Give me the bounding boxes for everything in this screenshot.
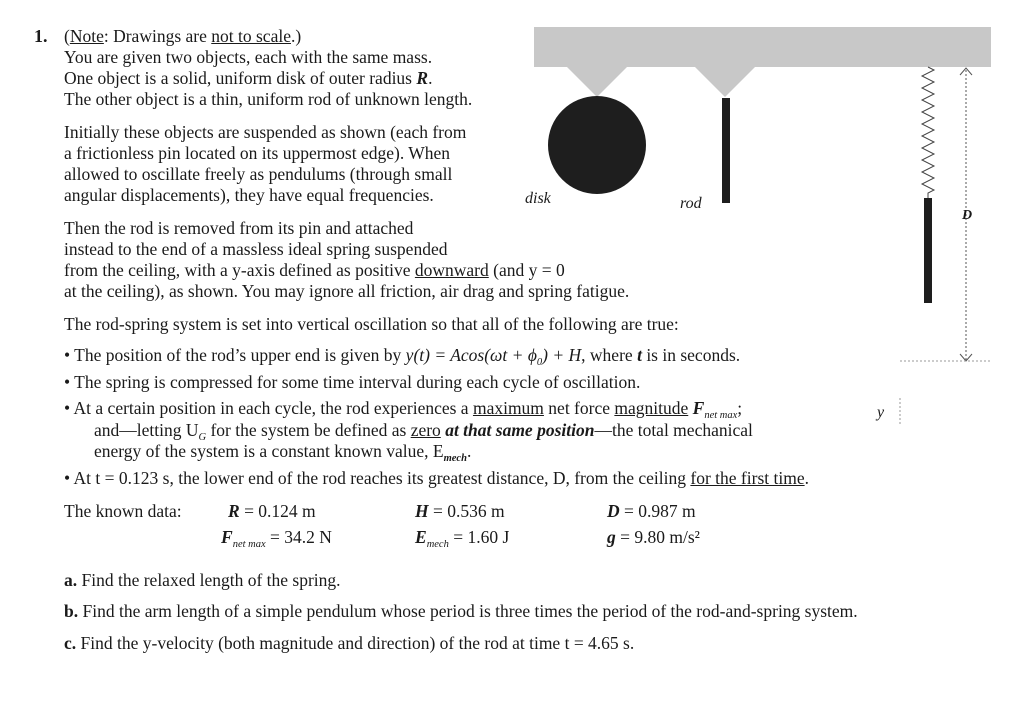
d-label: D [962, 208, 973, 223]
f-symbol: F [688, 398, 705, 418]
letting-text: and—letting U [94, 420, 199, 440]
g-val: = 9.80 m/s² [615, 527, 700, 547]
intro-line-2-text: One object is a solid, uniform disk of outer radius [64, 68, 417, 88]
para2-line-1: Initially these objects are suspended as shown (each from [64, 122, 467, 142]
para2-line-4: angular displacements), they have equal frequencies. [64, 185, 434, 205]
problem-number: 1. [34, 26, 48, 46]
bullet-4-end: . [804, 468, 809, 488]
known-data-label: The known data: [64, 501, 182, 521]
conditions-intro: The rod-spring system is set into vertical oscillation so that all of the following are true: [64, 314, 679, 334]
f-sub: net max [232, 539, 266, 550]
disk [548, 96, 646, 194]
formula-end: ) + H [542, 345, 582, 365]
bullet-1-end: is in seconds. [641, 345, 741, 365]
period: . [466, 441, 472, 461]
magnitude-text: magnitude [614, 398, 689, 418]
zero-text: zero [410, 420, 441, 440]
y-label: y [877, 404, 885, 421]
h-val: = 0.536 m [428, 501, 505, 521]
e-sub: mech [426, 539, 449, 550]
note-close: .) [290, 26, 302, 46]
d-sym: D [607, 501, 620, 521]
para3-line-4: at the ceiling), as shown. You may ignore all friction, air drag and spring fatigue. [64, 281, 630, 301]
downward-text: downward [414, 260, 489, 280]
d-val: = 0.987 m [619, 501, 696, 521]
phase-subscript: 0 [536, 357, 543, 368]
r-val: = 0.124 m [239, 501, 316, 521]
question-a-letter: a. [64, 570, 78, 590]
f-val: = 34.2 N [265, 527, 332, 547]
disk-label: disk [525, 190, 551, 207]
r-sym: R [228, 501, 240, 521]
h-sym: H [415, 501, 429, 521]
e-sym: E [415, 527, 427, 547]
rod-pin-mount [694, 66, 756, 97]
spring [922, 67, 934, 198]
intro-line-2: One object is a solid, uniform disk of outer radius R. [64, 68, 433, 88]
bullet-3-text: • At a certain position in each cycle, the rod experiences a [64, 398, 473, 418]
note-word: Note [69, 26, 104, 46]
semicolon: ; [737, 398, 743, 418]
intro-line-1: You are given two objects, each with the same mass. [64, 47, 433, 67]
bullet-1-text: • The position of the rod’s upper end is given by [64, 345, 406, 365]
intro-line-3: The other object is a thin, uniform rod of unknown length. [64, 89, 473, 109]
e-val: = 1.60 J [448, 527, 510, 547]
maximum-text: maximum [472, 398, 544, 418]
emech-subscript: mech [443, 453, 467, 464]
radius-symbol: R [416, 68, 429, 88]
bullet-4-text: • At t = 0.123 s, the lower end of the rod reaches its greatest distance, D, from the ceiling [64, 468, 691, 488]
disk-pin-mount [566, 66, 628, 97]
bullet-1-mid: , where [581, 345, 638, 365]
bullet-2: • The spring is compressed for some time interval during each cycle of oscillation. [64, 372, 641, 392]
bullet-3-line-2-mid: for the system be defined as [206, 420, 411, 440]
note-mid: : Drawings are [103, 26, 212, 46]
spring-rod [924, 198, 932, 303]
para3-line-2: instead to the end of a massless ideal spring suspended [64, 239, 448, 259]
para3-line-3-text: from the ceiling, with a y-axis defined as positive [64, 260, 415, 280]
bullet-3-mid: net force [543, 398, 615, 418]
y-zero-text: (and y = 0 [488, 260, 565, 280]
g-sym: g [607, 527, 616, 547]
total-mechanical-text: —the total mechanical [594, 420, 753, 440]
question-c-text: Find the y-velocity (both magnitude and direction) of the rod at time t = 4.65 s. [76, 633, 635, 653]
f-sym: F [221, 527, 233, 547]
para2-line-3: allowed to oscillate freely as pendulums (through small [64, 164, 453, 184]
question-b-letter: b. [64, 601, 79, 621]
f-subscript: net max [704, 410, 738, 421]
note-open: ( [64, 26, 70, 46]
ceiling [534, 27, 991, 67]
para3-line-1: Then the rod is removed from its pin and attached [64, 218, 414, 238]
note-underline: not to scale [211, 26, 291, 46]
energy-text: energy of the system is a constant known value, E [94, 441, 444, 461]
para2-line-2: a frictionless pin located on its uppermost edge). When [64, 143, 451, 163]
question-b-text: Find the arm length of a simple pendulum whose period is three times the period of the rod-and-spring system. [78, 601, 858, 621]
position-formula: y(t) = Acos(ωt + ϕ [405, 345, 537, 365]
first-time-text: for the first time [690, 468, 805, 488]
question-a-text: Find the relaxed length of the spring. [77, 570, 341, 590]
pendulum-rod [722, 98, 730, 203]
same-position-text: at that same position [440, 420, 595, 440]
t-symbol: t [637, 345, 642, 365]
rod-label: rod [680, 195, 702, 212]
ug-subscript: G [198, 432, 207, 443]
question-c-letter: c. [64, 633, 77, 653]
